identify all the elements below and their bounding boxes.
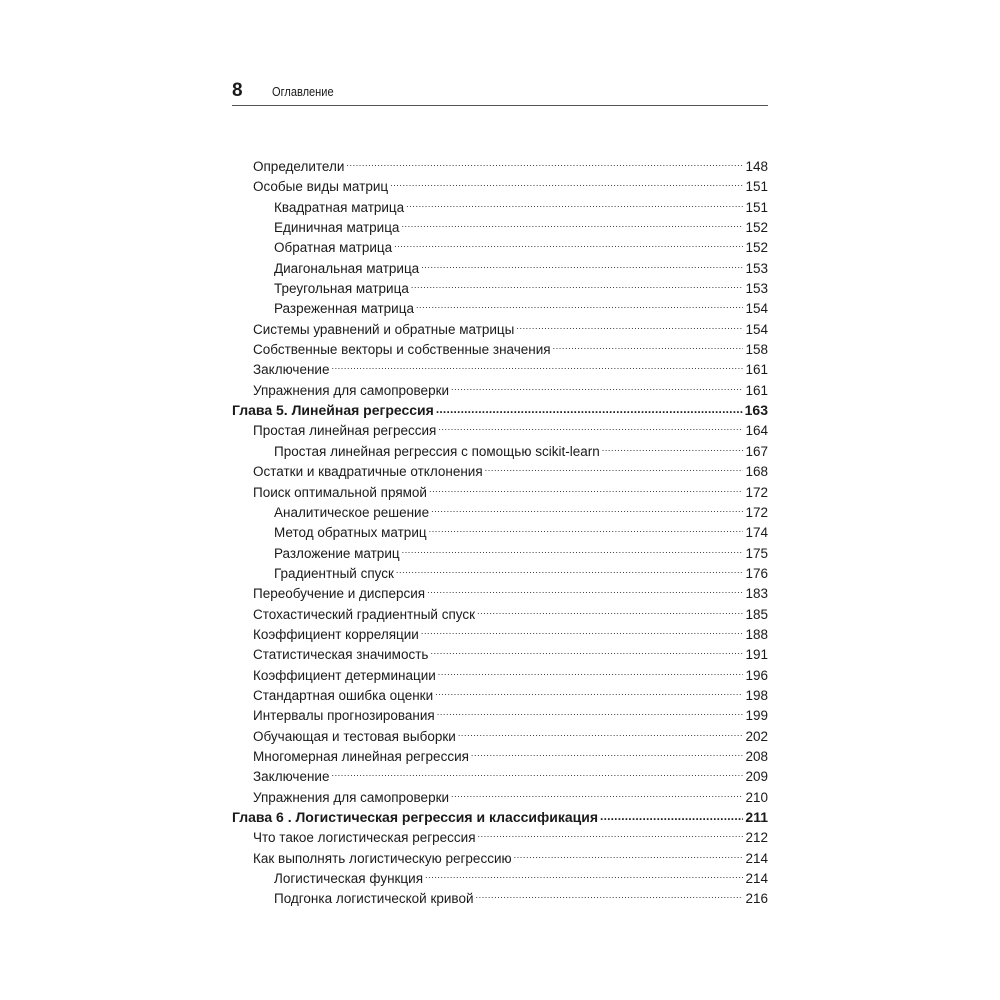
- toc-entry-title: Поиск оптимальной прямой: [253, 484, 427, 500]
- toc-entry-title: Единичная матрица: [274, 220, 400, 236]
- dot-leader: [429, 517, 744, 537]
- toc-entry-page: 211: [745, 809, 768, 825]
- toc-entry-title: Обратная матрица: [274, 240, 393, 256]
- toc-entry-page: 151: [745, 199, 768, 215]
- dot-leader: [431, 497, 743, 517]
- toc-entry-page: 185: [745, 606, 768, 622]
- toc-entry-title: Многомерная линейная регрессия: [253, 748, 469, 764]
- header-rule: [232, 105, 768, 106]
- toc-entry-page: 214: [745, 871, 768, 887]
- dot-leader: [436, 395, 743, 415]
- toc-entry-page: 209: [745, 769, 768, 785]
- toc-entry-title: Подгонка логистической кривой: [274, 891, 474, 907]
- dot-leader: [438, 660, 744, 680]
- dot-leader: [451, 782, 743, 802]
- dot-leader: [411, 273, 744, 293]
- toc-entry-page: 172: [745, 484, 768, 500]
- toc-entry-page: 202: [745, 728, 768, 744]
- toc-entry[interactable]: [232, 151, 768, 174]
- toc-entry-page: 168: [745, 464, 768, 480]
- toc-entry-title: Глава 5. Линейная регрессия: [232, 402, 434, 419]
- dot-leader: [600, 802, 743, 822]
- dot-leader: [401, 212, 743, 232]
- toc-entry-page: 148: [745, 159, 768, 174]
- dot-leader: [406, 192, 743, 212]
- toc-entry-page: 196: [745, 667, 768, 683]
- toc-entry-page: 163: [744, 402, 768, 419]
- dot-leader: [402, 538, 744, 558]
- toc-entry-page: 153: [745, 260, 768, 276]
- toc-entry-title: Как выполнять логистическую регрессию: [253, 850, 512, 866]
- toc-entry-title: Треугольная матрица: [274, 281, 409, 297]
- toc-entry-title: Логистическая функция: [274, 871, 424, 887]
- dot-leader: [437, 700, 744, 720]
- toc-entry-title: Остатки и квадратичные отклонения: [253, 464, 483, 480]
- dot-leader: [471, 741, 744, 761]
- dot-leader: [477, 599, 743, 619]
- toc-entry-page: 153: [745, 281, 768, 297]
- page-number: 8: [232, 80, 243, 101]
- toc-entry-title: Переобучение и дисперсия: [253, 586, 426, 602]
- toc-entry-page: 191: [745, 647, 768, 663]
- toc-entry-page: 172: [745, 504, 768, 520]
- toc-entry-title: Определители: [253, 159, 345, 174]
- toc-entry-title: Заключение: [253, 362, 330, 378]
- dot-leader: [516, 314, 743, 334]
- dot-leader: [451, 375, 743, 395]
- dot-leader: [514, 843, 744, 863]
- dot-leader: [331, 761, 743, 781]
- toc-entry-title: Градиентный спуск: [274, 565, 394, 581]
- toc-entry-page: 214: [745, 850, 768, 866]
- toc-entry-page: 183: [745, 586, 768, 602]
- toc-entry-page: 164: [745, 423, 768, 439]
- toc-entry-title: Метод обратных матриц: [274, 525, 427, 541]
- toc-entry-title: Квадратная матрица: [274, 199, 405, 215]
- dot-leader: [602, 436, 744, 456]
- toc-entry-page: 212: [745, 830, 768, 846]
- toc-entry-title: Разреженная матрица: [274, 301, 414, 317]
- dot-leader: [553, 334, 744, 354]
- toc-entry-title: Диагональная матрица: [274, 260, 420, 276]
- toc-entry-page: 216: [745, 891, 768, 907]
- dot-leader: [429, 477, 744, 497]
- toc-entry-title: Простая линейная регрессия с помощью scikit-learn: [274, 443, 600, 459]
- toc-entry-page: 175: [745, 545, 768, 561]
- toc-entry-page: 151: [745, 179, 768, 195]
- toc-entry-title: Статистическая значимость: [253, 647, 429, 663]
- dot-leader: [478, 822, 744, 842]
- toc-entry-title: Упражнения для самопроверки: [253, 382, 450, 398]
- toc-entry-page: 161: [745, 382, 768, 398]
- toc-entry-title: Собственные векторы и собственные значения: [253, 342, 551, 358]
- toc-entry-page: 154: [745, 321, 768, 337]
- dot-leader: [421, 619, 744, 639]
- toc-entry-title: Глава 6 . Логистическая регрессия и классификация: [232, 809, 599, 825]
- toc-entry-title: Обучающая и тестовая выборки: [253, 728, 456, 744]
- dot-leader: [430, 639, 743, 659]
- dot-leader: [416, 293, 744, 313]
- toc-entry-page: 176: [745, 565, 768, 581]
- toc-entry-page: 199: [745, 708, 768, 724]
- dot-leader: [390, 171, 743, 191]
- toc-entry-title: Интервалы прогнозирования: [253, 708, 435, 724]
- toc-entry-page: 208: [745, 748, 768, 764]
- toc-entry-page: 210: [745, 789, 768, 805]
- toc-entry-title: Разложение матриц: [274, 545, 400, 561]
- toc-entry-title: Стандартная ошибка оценки: [253, 687, 434, 703]
- toc-entry-title: Коэффициент корреляции: [253, 626, 419, 642]
- toc-entry-page: 161: [745, 362, 768, 378]
- toc-entry-title: Заключение: [253, 769, 330, 785]
- dot-leader: [438, 415, 743, 435]
- dot-leader: [421, 253, 743, 273]
- table-of-contents: [232, 151, 768, 907]
- toc-entry-page: 167: [745, 443, 768, 459]
- toc-entry-title: Аналитическое решение: [274, 504, 430, 520]
- dot-leader: [435, 680, 743, 700]
- toc-entry-title: Особые виды матриц: [253, 179, 389, 195]
- toc-entry-title: Упражнения для самопроверки: [253, 789, 450, 805]
- toc-entry-title: Стохастический градиентный спуск: [253, 606, 476, 622]
- toc-entry-page: 198: [745, 687, 768, 703]
- running-title: Оглавление: [272, 84, 334, 99]
- toc-entry-title: Системы уравнений и обратные матрицы: [253, 321, 515, 337]
- toc-entry-title: Простая линейная регрессия: [253, 423, 437, 439]
- dot-leader: [394, 232, 743, 252]
- toc-entry-page: 154: [745, 301, 768, 317]
- dot-leader: [458, 721, 744, 741]
- page-header: [232, 80, 768, 102]
- toc-entry-title: Что такое логистическая регрессия: [253, 830, 476, 846]
- toc-entry-page: 152: [745, 220, 768, 236]
- dot-leader: [476, 883, 744, 903]
- dot-leader: [427, 578, 743, 598]
- toc-entry-title: Коэффициент детерминации: [253, 667, 436, 683]
- toc-entry-page: 174: [745, 525, 768, 541]
- dot-leader: [396, 558, 744, 578]
- dot-leader: [485, 456, 744, 476]
- dot-leader: [425, 863, 743, 883]
- dot-leader: [331, 354, 743, 374]
- toc-entry-page: 158: [745, 342, 768, 358]
- toc-entry-page: 152: [745, 240, 768, 256]
- toc-entry-page: 188: [745, 626, 768, 642]
- dot-leader: [346, 151, 743, 171]
